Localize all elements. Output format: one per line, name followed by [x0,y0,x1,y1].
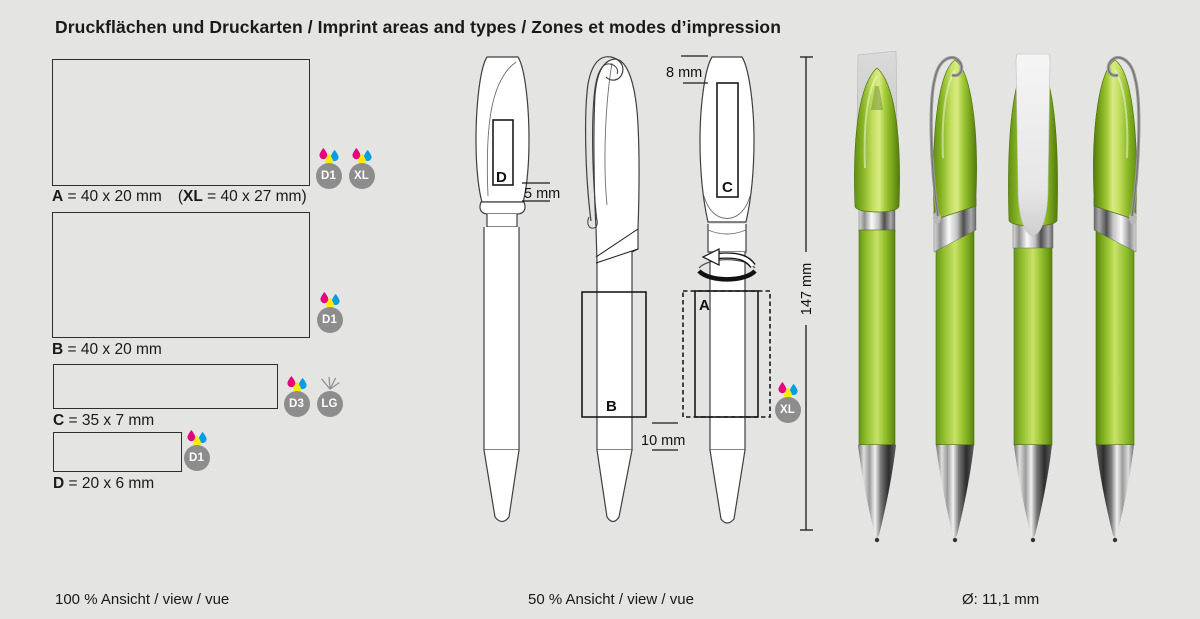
imprint-zone-letter-a: A [699,297,710,314]
pen-renders [820,48,1192,553]
print-badge-lg: LG [316,376,343,417]
cmyk-drops-icon [317,148,341,163]
print-badge-d1: D1 [315,148,342,189]
imprint-zone-letter-d: D [496,169,507,186]
badges-area-d [183,430,210,471]
print-badge-d1: D1 [183,430,210,471]
imprint-area-label-a: A = 40 x 20 mm (XL = 40 x 27 mm) [52,188,307,205]
print-badge-d3: D3 [283,376,310,417]
pen-xl-badge [774,382,801,423]
pen-render-front [854,51,899,542]
footer-scale-100: 100 % Ansicht / view / vue [55,591,230,608]
pen-back-view [666,56,770,523]
technical-drawing [440,50,820,550]
pen-front-view [476,57,560,522]
print-badge-xl: XL [348,148,375,189]
cmyk-drops-icon [185,430,209,445]
length-dimension-label: 147 mm [799,262,815,316]
print-badge-xl: XL [774,382,801,423]
pen-side-view [582,57,685,522]
length-dimension-line [799,57,815,530]
imprint-zone-letter-c: C [722,179,733,196]
dim-5mm-label: 5 mm [524,186,561,202]
pen-render-back [1008,54,1057,542]
badges-area-b [316,292,343,333]
imprint-area-label-b: B = 40 x 20 mm [52,341,162,358]
cmyk-drops-icon [350,148,374,163]
imprint-area-rect-d [53,432,182,472]
badges-area-c [283,376,343,417]
imprint-area-rect-a [52,59,310,186]
page-title: Druckflächen und Druckarten / Imprint areas and types / Zones et modes d’impression [55,17,781,37]
imprint-area-label-d: D = 20 x 6 mm [53,475,155,492]
imprint-area-rect-c [53,364,278,409]
imprint-area-rect-b [52,212,310,338]
footer-scale-50: 50 % Ansicht / view / vue [528,591,694,608]
pen-render-side-left-clip [931,58,976,543]
cmyk-drops-icon [776,382,800,397]
imprint-area-label-c: C = 35 x 7 mm [53,412,155,429]
dim-10mm-label: 10 mm [641,433,686,449]
footer-diameter: Ø: 11,1 mm [962,591,1040,608]
laser-engraving-icon [318,376,342,391]
area-letter: A [52,188,64,205]
imprint-zone-letter-b: B [606,398,617,415]
badges-area-a [315,148,375,189]
print-badge-d1: D1 [316,292,343,333]
pen-render-side-right-clip [1093,58,1138,543]
cmyk-drops-icon [285,376,309,391]
cmyk-drops-icon [318,292,342,307]
dim-8mm-label: 8 mm [666,65,703,81]
